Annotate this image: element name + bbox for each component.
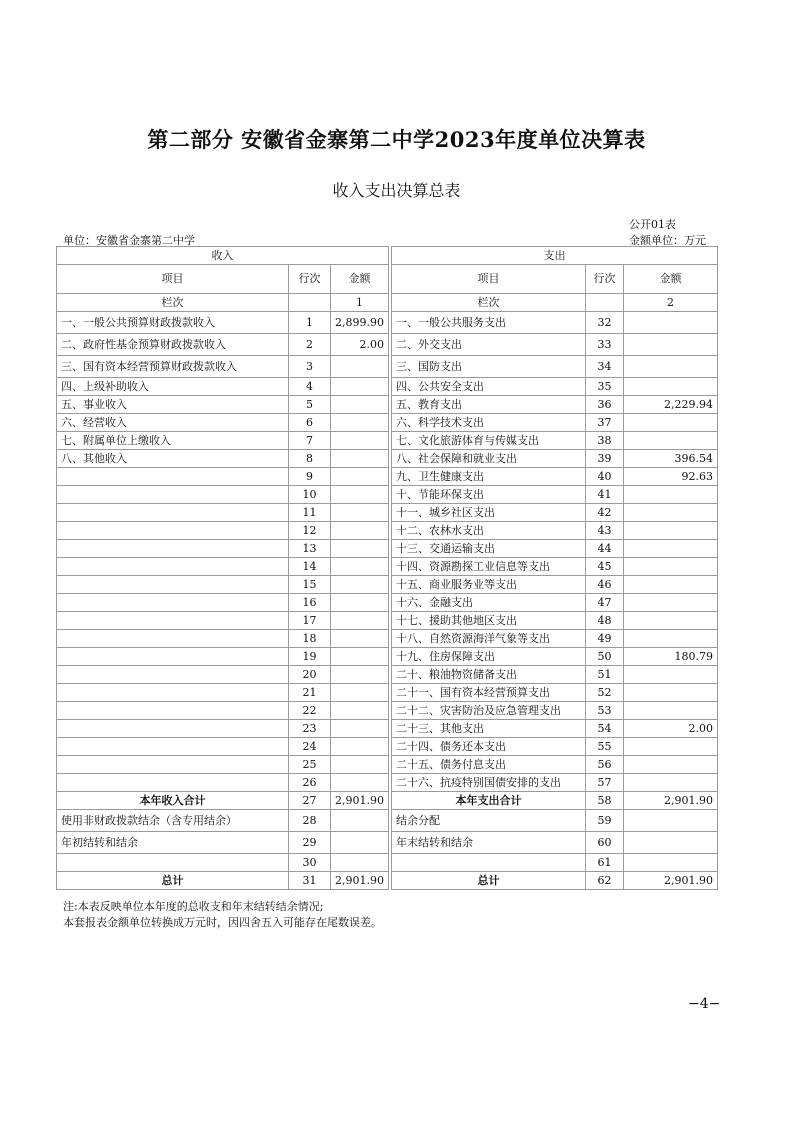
income-row-no: 3 — [289, 356, 331, 378]
income-row-no: 17 — [289, 612, 331, 630]
income-amount — [331, 648, 389, 666]
expense-item: 十九、住房保障支出 — [392, 648, 586, 666]
income-row-no: 29 — [289, 832, 331, 854]
expense-row-no: 56 — [586, 756, 624, 774]
income-item — [57, 738, 289, 756]
income-row-no: 11 — [289, 504, 331, 522]
expense-amount — [624, 334, 718, 356]
income-row-no: 8 — [289, 450, 331, 468]
income-item: 总计 — [57, 872, 289, 890]
income-amount — [331, 522, 389, 540]
expense-item: 十八、自然资源海洋气象等支出 — [392, 630, 586, 648]
expense-item: 十七、援助其他地区支出 — [392, 612, 586, 630]
table-row — [57, 666, 718, 684]
expense-item: 八、社会保障和就业支出 — [392, 450, 586, 468]
expense-amount — [624, 540, 718, 558]
form-number: 公开01表 — [629, 218, 676, 231]
income-row-no: 27 — [289, 792, 331, 810]
table-row — [57, 612, 718, 630]
income-item: 六、经营收入 — [57, 414, 289, 432]
income-row-no: 24 — [289, 738, 331, 756]
income-item — [57, 558, 289, 576]
income-row-no: 18 — [289, 630, 331, 648]
expense-amount: 2,901.90 — [624, 792, 718, 810]
income-amount — [331, 630, 389, 648]
expense-amount — [624, 684, 718, 702]
expense-item: 一、一般公共服务支出 — [392, 312, 586, 334]
expense-amount — [624, 594, 718, 612]
expense-amount — [624, 522, 718, 540]
income-item: 年初结转和结余 — [57, 832, 289, 854]
income-item — [57, 720, 289, 738]
income-item: 四、上级补助收入 — [57, 378, 289, 396]
income-row-no: 9 — [289, 468, 331, 486]
income-amount — [331, 666, 389, 684]
expense-row-no: 32 — [586, 312, 624, 334]
income-amount — [331, 414, 389, 432]
table-row — [57, 630, 718, 648]
table-row — [57, 396, 718, 414]
income-item: 五、事业收入 — [57, 396, 289, 414]
expense-amount — [624, 414, 718, 432]
income-row-no: 15 — [289, 576, 331, 594]
expense-item: 四、公共安全支出 — [392, 378, 586, 396]
expense-row-no: 53 — [586, 702, 624, 720]
income-amount — [331, 756, 389, 774]
table-row — [57, 468, 718, 486]
total-row — [57, 872, 718, 890]
expense-item: 二、外交支出 — [392, 334, 586, 356]
income-column-label: 栏次 — [57, 294, 289, 312]
expense-row-no: 44 — [586, 540, 624, 558]
expense-item: 七、文化旅游体育与传媒支出 — [392, 432, 586, 450]
expense-amount — [624, 774, 718, 792]
expense-item: 十五、商业服务业等支出 — [392, 576, 586, 594]
income-row-no: 2 — [289, 334, 331, 356]
table-row — [57, 738, 718, 756]
expense-amount — [624, 432, 718, 450]
expense-amount — [624, 612, 718, 630]
expense-item: 总计 — [392, 872, 586, 890]
expense-amount: 2.00 — [624, 720, 718, 738]
table-row — [57, 832, 718, 854]
expense-amount — [624, 738, 718, 756]
expense-item-header: 项目 — [392, 265, 586, 294]
expense-row-no: 51 — [586, 666, 624, 684]
income-amount — [331, 486, 389, 504]
expense-amount — [624, 756, 718, 774]
income-row-no: 16 — [289, 594, 331, 612]
expense-row-no: 48 — [586, 612, 624, 630]
table-row — [57, 504, 718, 522]
income-item — [57, 684, 289, 702]
income-amount — [331, 432, 389, 450]
expense-item: 九、卫生健康支出 — [392, 468, 586, 486]
table-row — [57, 312, 718, 334]
income-item — [57, 522, 289, 540]
table-row — [57, 432, 718, 450]
expense-row-no: 60 — [586, 832, 624, 854]
expense-item: 十二、农林水支出 — [392, 522, 586, 540]
income-amount — [331, 396, 389, 414]
income-expense-table — [56, 246, 718, 890]
income-item: 八、其他收入 — [57, 450, 289, 468]
note-line: 注:本表反映单位本年度的总收支和年末结转结余情况; — [63, 900, 324, 913]
income-amount: 2,901.90 — [331, 792, 389, 810]
table-title: 收入支出决算总表 — [332, 181, 461, 200]
income-section-header: 收入 — [57, 247, 389, 265]
income-row-no: 30 — [289, 854, 331, 872]
expense-row-no: 57 — [586, 774, 624, 792]
expense-section-header: 支出 — [392, 247, 718, 265]
income-row-no: 20 — [289, 666, 331, 684]
table-row — [57, 684, 718, 702]
income-amount — [331, 504, 389, 522]
income-amount — [331, 450, 389, 468]
expense-column-number: 2 — [624, 294, 718, 312]
expense-amount — [624, 558, 718, 576]
income-row-no: 31 — [289, 872, 331, 890]
expense-amount — [624, 630, 718, 648]
income-amount: 2,899.90 — [331, 312, 389, 334]
income-row-no: 26 — [289, 774, 331, 792]
expense-item: 年末结转和结余 — [392, 832, 586, 854]
expense-row-no: 41 — [586, 486, 624, 504]
expense-amount — [624, 504, 718, 522]
expense-amount — [624, 378, 718, 396]
income-row-no: 21 — [289, 684, 331, 702]
expense-row-no: 39 — [586, 450, 624, 468]
income-row-no-header: 行次 — [289, 265, 331, 294]
expense-amount: 180.79 — [624, 648, 718, 666]
income-column-number: 1 — [331, 294, 389, 312]
expense-row-no-header: 行次 — [586, 265, 624, 294]
income-amount: 2.00 — [331, 334, 389, 356]
expense-row-no: 50 — [586, 648, 624, 666]
page-number: −4− — [688, 996, 721, 1012]
income-item: 七、附属单位上缴收入 — [57, 432, 289, 450]
expense-item: 二十四、债务还本支出 — [392, 738, 586, 756]
expense-row-no: 38 — [586, 432, 624, 450]
income-amount — [331, 558, 389, 576]
income-amount-header: 金额 — [331, 265, 389, 294]
income-row-no: 28 — [289, 810, 331, 832]
expense-row-no: 59 — [586, 810, 624, 832]
income-amount — [331, 576, 389, 594]
reporting-unit: 单位：安徽省金寨第二中学 — [63, 234, 195, 247]
expense-item: 十、节能环保支出 — [392, 486, 586, 504]
expense-amount — [624, 832, 718, 854]
expense-row-no: 55 — [586, 738, 624, 756]
income-amount — [331, 854, 389, 872]
income-item — [57, 468, 289, 486]
expense-row-no: 34 — [586, 356, 624, 378]
income-amount — [331, 540, 389, 558]
income-amount — [331, 356, 389, 378]
expense-amount — [624, 666, 718, 684]
income-item — [57, 486, 289, 504]
expense-item: 五、教育支出 — [392, 396, 586, 414]
income-amount — [331, 594, 389, 612]
expense-item: 二十六、抗疫特别国债安排的支出 — [392, 774, 586, 792]
table-row — [57, 450, 718, 468]
income-item — [57, 594, 289, 612]
subtotal-row — [57, 792, 718, 810]
table-row — [57, 522, 718, 540]
income-amount: 2,901.90 — [331, 872, 389, 890]
income-item — [57, 612, 289, 630]
income-row-no: 23 — [289, 720, 331, 738]
expense-row-no: 62 — [586, 872, 624, 890]
expense-amount: 2,229.94 — [624, 396, 718, 414]
expense-item: 结余分配 — [392, 810, 586, 832]
income-row-no: 25 — [289, 756, 331, 774]
income-row-no: 4 — [289, 378, 331, 396]
income-amount — [331, 738, 389, 756]
expense-row-no: 40 — [586, 468, 624, 486]
income-item: 三、国有资本经营预算财政拨款收入 — [57, 356, 289, 378]
income-amount — [331, 832, 389, 854]
expense-row-no: 58 — [586, 792, 624, 810]
expense-item: 六、科学技术支出 — [392, 414, 586, 432]
income-item — [57, 702, 289, 720]
expense-amount — [624, 702, 718, 720]
income-row-no: 12 — [289, 522, 331, 540]
table-row — [57, 594, 718, 612]
income-row-no: 6 — [289, 414, 331, 432]
expense-amount — [624, 576, 718, 594]
expense-row-no: 35 — [586, 378, 624, 396]
income-amount — [331, 774, 389, 792]
table-row — [57, 756, 718, 774]
expense-amount: 2,901.90 — [624, 872, 718, 890]
income-amount — [331, 684, 389, 702]
income-item: 本年收入合计 — [57, 792, 289, 810]
table-row — [57, 414, 718, 432]
expense-row-no: 54 — [586, 720, 624, 738]
table-row — [57, 558, 718, 576]
expense-row-no: 49 — [586, 630, 624, 648]
income-item: 一、一般公共预算财政拨款收入 — [57, 312, 289, 334]
table-row — [57, 356, 718, 378]
table-row — [57, 334, 718, 356]
income-amount — [331, 378, 389, 396]
income-item — [57, 576, 289, 594]
expense-column-label: 栏次 — [392, 294, 586, 312]
table-row — [57, 540, 718, 558]
table-row — [57, 774, 718, 792]
income-row-no: 19 — [289, 648, 331, 666]
expense-row-no: 46 — [586, 576, 624, 594]
note-line: 本套报表金额单位转换成万元时，因四舍五入可能存在尾数误差。 — [63, 916, 382, 929]
document-title: 第二部分 安徽省金寨第二中学2023年度单位决算表 — [147, 127, 646, 152]
expense-row-no: 37 — [586, 414, 624, 432]
expense-item: 二十一、国有资本经营预算支出 — [392, 684, 586, 702]
income-row-no: 1 — [289, 312, 331, 334]
expense-row-no: 42 — [586, 504, 624, 522]
expense-amount: 396.54 — [624, 450, 718, 468]
expense-item: 十六、金融支出 — [392, 594, 586, 612]
table-row — [57, 576, 718, 594]
income-row-no: 13 — [289, 540, 331, 558]
expense-amount-header: 金额 — [624, 265, 718, 294]
income-amount — [331, 468, 389, 486]
expense-amount: 92.63 — [624, 468, 718, 486]
income-item: 二、政府性基金预算财政拨款收入 — [57, 334, 289, 356]
expense-row-no: 61 — [586, 854, 624, 872]
expense-item: 二十五、债务付息支出 — [392, 756, 586, 774]
income-item — [57, 756, 289, 774]
expense-amount — [624, 356, 718, 378]
expense-item: 十三、交通运输支出 — [392, 540, 586, 558]
income-amount — [331, 720, 389, 738]
expense-item: 二十、粮油物资储备支出 — [392, 666, 586, 684]
income-amount — [331, 810, 389, 832]
income-item-header: 项目 — [57, 265, 289, 294]
expense-item: 三、国防支出 — [392, 356, 586, 378]
expense-amount — [624, 854, 718, 872]
expense-amount — [624, 486, 718, 504]
table-notes — [63, 899, 382, 931]
expense-item: 十一、城乡社区支出 — [392, 504, 586, 522]
income-item — [57, 540, 289, 558]
expense-amount — [624, 312, 718, 334]
expense-row-no: 36 — [586, 396, 624, 414]
table-row — [57, 378, 718, 396]
income-item — [57, 504, 289, 522]
income-row-no: 5 — [289, 396, 331, 414]
income-amount — [331, 612, 389, 630]
expense-row-no: 45 — [586, 558, 624, 576]
income-item — [57, 854, 289, 872]
table-row — [57, 810, 718, 832]
income-item — [57, 648, 289, 666]
expense-amount — [624, 810, 718, 832]
expense-item: 二十三、其他支出 — [392, 720, 586, 738]
expense-row-no: 47 — [586, 594, 624, 612]
expense-item: 本年支出合计 — [392, 792, 586, 810]
income-row-no: 10 — [289, 486, 331, 504]
table-row — [57, 648, 718, 666]
expense-row-no: 43 — [586, 522, 624, 540]
income-item — [57, 774, 289, 792]
expense-item: 十四、资源勘探工业信息等支出 — [392, 558, 586, 576]
expense-row-no: 33 — [586, 334, 624, 356]
income-amount — [331, 702, 389, 720]
income-item — [57, 630, 289, 648]
amount-unit: 金额单位：万元 — [629, 234, 706, 247]
income-row-no: 14 — [289, 558, 331, 576]
income-row-no: 22 — [289, 702, 331, 720]
table-row — [57, 702, 718, 720]
expense-item: 二十二、灾害防治及应急管理支出 — [392, 702, 586, 720]
table-row — [57, 720, 718, 738]
table-row — [57, 854, 718, 872]
expense-row-no: 52 — [586, 684, 624, 702]
table-row — [57, 486, 718, 504]
income-item: 使用非财政拨款结余（含专用结余） — [57, 810, 289, 832]
income-row-no: 7 — [289, 432, 331, 450]
expense-item — [392, 854, 586, 872]
income-item — [57, 666, 289, 684]
